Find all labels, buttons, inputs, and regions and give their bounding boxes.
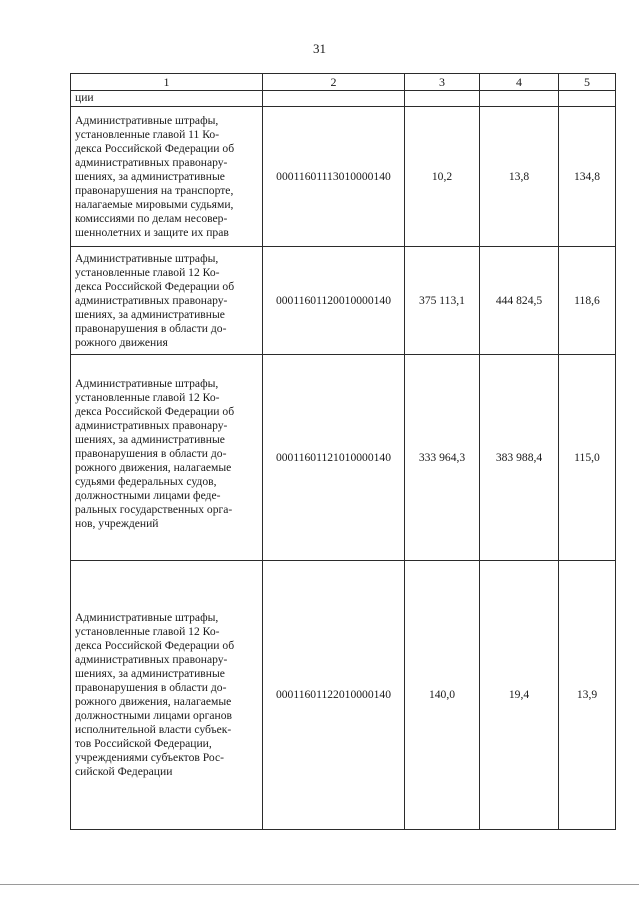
header-col-5: 5 [559,74,616,91]
description-line: декса Российской Федерации об [75,405,235,418]
description-line: административных правонару- [75,653,228,666]
description-line: нов, учреждений [75,517,159,530]
continuation-row [71,91,616,107]
description-line: административных правонару- [75,419,228,432]
description-line: ральных государственных орга- [75,503,233,516]
description-line: Административные штрафы, [75,251,219,265]
row-value-col3: 375 113,1 [405,247,480,355]
description-line: сийской Федерации [75,765,173,778]
description-line: установленные главой 12 Ко- [75,265,220,279]
row-value-col5: 115,0 [559,355,616,561]
description-line: правонарушения на транспорте, [75,183,234,197]
table-row [71,561,616,830]
description-line: установленные главой 12 Ко- [75,391,220,404]
revenue-table [70,73,616,830]
description-line: должностными лицами органов [75,709,233,722]
row-value-col3: 333 964,3 [405,355,480,561]
row-code: 00011601113010000140 [263,107,405,247]
description-line: декса Российской Федерации об [75,141,235,155]
page-bottom-rule [0,884,639,885]
table-row [71,247,616,355]
description-line: исполнительной власти субъек- [75,723,232,736]
description-line: Административные штрафы, [75,611,219,624]
description-line: тов Российской Федерации, [75,737,212,750]
empty-cell [405,91,480,107]
row-code: 00011601120010000140 [263,247,405,355]
row-value-col5: 13,9 [559,561,616,830]
table-header-row [71,74,616,91]
row-value-col4: 383 988,4 [480,355,559,561]
description-line: рожного движения, налагаемые [75,461,232,474]
description-line: судьями федеральных судов, [75,475,217,488]
description-line: установленные главой 11 Ко- [75,127,220,141]
row-value-col4: 444 824,5 [480,247,559,355]
description-line: должностными лицами феде- [75,489,221,502]
header-col-1: 1 [71,74,263,91]
description-line: рожного движения, налагаемые [75,695,232,708]
description-line: шениях, за административные [75,433,225,446]
row-value-col5: 134,8 [559,107,616,247]
header-col-3: 3 [405,74,480,91]
row-description [71,107,263,247]
page-number: 31 [313,41,326,56]
description-line: Административные штрафы, [75,377,219,390]
row-code: 00011601121010000140 [263,355,405,561]
description-line: правонарушения в области до- [75,321,227,335]
description-line: Административные штрафы, [75,113,219,127]
empty-cell [559,91,616,107]
description-line: декса Российской Федерации об [75,639,235,652]
row-value-col4: 19,4 [480,561,559,830]
empty-cell [480,91,559,107]
description-line: шениях, за административные [75,307,225,321]
description-line: установленные главой 12 Ко- [75,625,220,638]
description-line: шениях, за административные [75,667,225,680]
row-value-col5: 118,6 [559,247,616,355]
header-col-2: 2 [263,74,405,91]
row-value-col3: 10,2 [405,107,480,247]
description-line: рожного движения [75,335,168,349]
empty-cell [263,91,405,107]
description-line: комиссиями по делам несовер- [75,211,228,225]
description-line: шеннолетних и защите их прав [75,225,229,239]
row-code: 00011601122010000140 [263,561,405,830]
row-value-col4: 13,8 [480,107,559,247]
description-line: шениях, за административные [75,169,225,183]
description-line: учреждениями субъектов Рос- [75,751,225,764]
header-col-4: 4 [480,74,559,91]
description-line: налагаемые мировыми судьями, [75,197,234,211]
row-description [71,355,263,561]
description-line: декса Российской Федерации об [75,279,235,293]
table-row [71,107,616,247]
table-row [71,355,616,561]
continuation-text: ции [71,91,263,107]
description-line: правонарушения в области до- [75,681,227,694]
row-description [71,247,263,355]
description-line: административных правонару- [75,155,228,169]
row-value-col3: 140,0 [405,561,480,830]
row-description [71,561,263,830]
description-line: правонарушения в области до- [75,447,227,460]
description-line: административных правонару- [75,293,228,307]
